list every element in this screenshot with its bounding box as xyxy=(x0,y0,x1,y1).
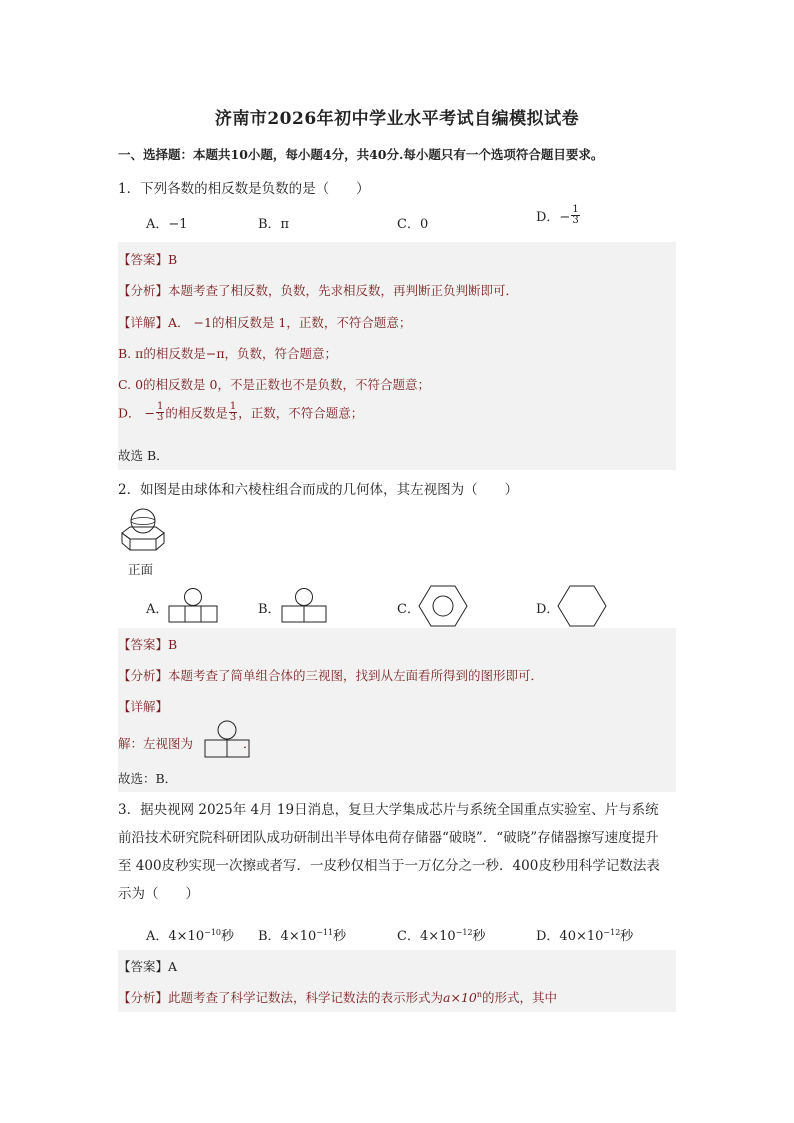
q3-option-a: A．$4\times 10^{-10}$秒 xyxy=(146,928,235,944)
q1-conclusion: 故选 B． xyxy=(118,448,169,463)
q2-answer-block xyxy=(118,628,676,792)
q2-figure-label: 正面 xyxy=(128,562,154,577)
q2-solution-figure xyxy=(204,720,254,760)
q2-option-b-figure xyxy=(281,587,329,625)
q1-detail-line-3: C. 0的相反数是 0，不是正数也不是负数，不符合题意； xyxy=(118,377,430,392)
q2-answer-line: 【答案】B xyxy=(118,637,178,652)
q3-analysis-line: 【分析】此题考查了科学记数法，科学记数法的表示形式为$a\times 10^n$的形式，其中 xyxy=(118,990,558,1005)
q2-analysis-line: 【分析】本题考查了简单组合体的三视图，找到从左面看所得到的图形即可． xyxy=(118,668,544,683)
section-heading: 一、选择题：本题共10小题，每小题4分，共40分.每小题只有一个选项符合题目要求。 xyxy=(118,147,604,162)
q3-stem-line-1: 3．据央视网 2025年 4月 19日消息，复旦大学集成芯片与系统全国重点实验室、片与系统 xyxy=(118,802,659,818)
q1-option-d: D．− $\frac{1}{3}$ xyxy=(536,204,579,226)
q2-option-d: D． xyxy=(536,602,560,617)
q2-option-c: C． xyxy=(397,602,420,617)
q2-solution-line: 解：左视图为 ． xyxy=(118,736,256,751)
q3-option-b: B．$4\times 10^{-11}$秒 xyxy=(258,928,347,944)
page-title: 济南市2026年初中学业水平考试自编模拟试卷 xyxy=(214,109,580,129)
q2-option-a-figure xyxy=(168,587,218,625)
q3-stem-line-4: 示为（ ） xyxy=(118,886,199,902)
q3-option-c: C．$4\times 10^{-12}$秒 xyxy=(397,928,486,944)
q1-analysis-line: 【分析】本题考查了相反数，负数，先求相反数，再判断正负判断即可． xyxy=(118,283,519,298)
q1-answer-line: 【答案】B xyxy=(118,252,178,267)
q1-detail-line-2: B. π的相反数是−π，负数，符合题意； xyxy=(118,346,338,361)
q1-answer-block xyxy=(118,242,676,470)
q1-option-a: A．−1 xyxy=(146,217,188,232)
q3-answer-block xyxy=(118,950,676,1012)
q3-stem-line-2: 前沿技术研究院科研团队成功研制出半导体电荷存储器“破晓”．“破晓”存储器擦写速度提升 xyxy=(118,830,659,846)
q2-option-c-figure xyxy=(418,585,470,629)
q2-option-b: B． xyxy=(258,602,281,617)
q2-detail-label: 【详解】 xyxy=(118,699,169,714)
q3-stem-line-3: 至 400皮秒实现一次擦或者写．一皮秒仅相当于一万亿分之一秒．400皮秒用科学记数法表 xyxy=(118,858,660,874)
q2-conclusion: 故选：B． xyxy=(118,771,178,786)
q1-option-b: B．π xyxy=(258,217,290,232)
q3-answer-line: 【答案】A xyxy=(118,959,178,974)
q1-detail-line-1: 【详解】A． −1的相反数是 1，正数，不符合题意； xyxy=(118,315,412,330)
q3-option-d: D．$40\times 10^{-12}$秒 xyxy=(536,928,634,944)
q2-solid-figure xyxy=(116,506,172,556)
q3-stem xyxy=(118,796,678,908)
q2-stem: 2．如图是由球体和六棱柱组合而成的几何体，其左视图为（ ） xyxy=(118,482,519,498)
q1-option-c: C．0 xyxy=(397,217,429,232)
q2-option-a: A． xyxy=(146,602,169,617)
q1-detail-line-4: D． − $\frac{1}{3}$ 的相反数是 $\frac{1}{3}$ ，正数，不符合题意； xyxy=(118,401,364,423)
q1-stem: 1．下列各数的相反数是负数的是（ ） xyxy=(118,181,370,197)
q2-option-d-figure xyxy=(557,585,609,629)
